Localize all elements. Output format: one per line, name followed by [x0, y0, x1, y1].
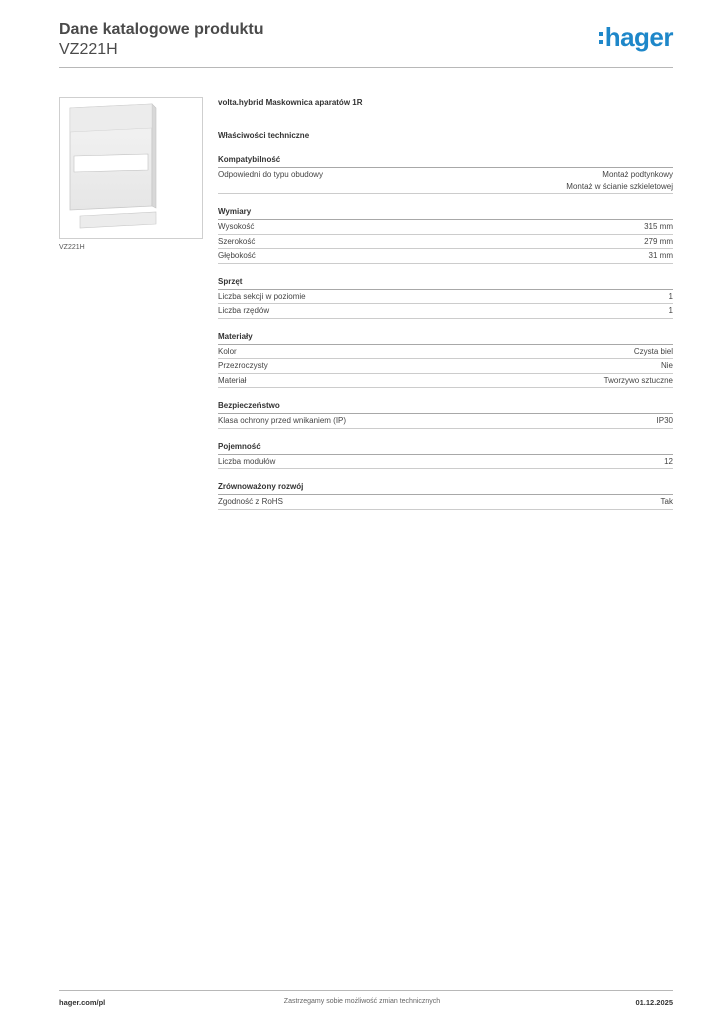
spec-value — [664, 456, 673, 468]
spec-value — [644, 221, 673, 233]
spec-section — [218, 276, 673, 319]
spec-value-line: 1 — [668, 291, 673, 301]
spec-value-line: 279 mm — [644, 236, 673, 246]
page-header — [59, 20, 673, 60]
hager-logo — [599, 24, 673, 50]
spec-value — [661, 360, 673, 372]
spec-value-line: Tak — [660, 497, 673, 506]
spec-sections — [218, 154, 673, 510]
product-details — [218, 97, 673, 510]
spec-label: Liczba rzędów — [218, 306, 270, 315]
spec-label: Odpowiedni do typu obudowy — [218, 170, 323, 179]
spec-value-line: 31 mm — [648, 251, 673, 260]
footer-date: 01.12.2025 — [635, 998, 673, 1007]
footer-disclaimer: Zastrzegamy sobie możliwość zmian technicznych — [283, 998, 441, 1005]
section-title: Zrównoważony rozwój — [218, 481, 673, 495]
product-name: volta.hybrid Maskownica aparatów 1R — [218, 98, 363, 107]
spec-label: Głębokość — [218, 251, 256, 260]
spec-value-line: 1 — [668, 306, 673, 315]
spec-value-line: Montaż podtynkowy — [602, 170, 673, 179]
section-title: Pojemność — [218, 441, 673, 455]
footer-website-link[interactable]: hager.com/pl — [59, 998, 106, 1007]
spec-label: Kolor — [218, 346, 237, 356]
spec-section — [218, 206, 673, 264]
image-caption: VZ221H — [59, 244, 85, 251]
spec-value — [657, 415, 673, 427]
spec-value — [669, 291, 673, 303]
section-title: Kompatybilność — [218, 154, 673, 168]
properties-heading: Właściwości techniczne — [218, 131, 310, 140]
spec-label: Przezroczysty — [218, 361, 268, 370]
spec-row — [218, 304, 673, 319]
spec-value-line: Czysta biel — [633, 346, 673, 356]
spec-row — [218, 345, 673, 360]
spec-row — [218, 220, 673, 235]
spec-row — [218, 414, 673, 429]
product-code: VZ221H — [59, 41, 118, 58]
spec-row — [218, 495, 673, 510]
spec-section — [218, 154, 673, 194]
spec-label: Liczba sekcji w poziomie — [218, 291, 306, 301]
spec-label: Liczba modułów — [218, 456, 276, 466]
section-title: Wymiary — [218, 206, 673, 220]
spec-value — [634, 346, 673, 358]
logo-dots-icon — [599, 32, 603, 44]
spec-label: Wysokość — [218, 222, 255, 231]
spec-section — [218, 331, 673, 389]
spec-row — [218, 455, 673, 470]
spec-row — [218, 168, 673, 194]
spec-section — [218, 441, 673, 470]
spec-value — [566, 169, 673, 192]
header-divider — [59, 67, 673, 68]
spec-value — [649, 250, 673, 262]
spec-row — [218, 249, 673, 264]
spec-row — [218, 359, 673, 374]
spec-value — [644, 236, 673, 248]
spec-value-line: Montaż w ścianie szkieletowej — [566, 181, 673, 191]
spec-label: Materiał — [218, 375, 247, 385]
spec-row — [218, 374, 673, 389]
section-title: Sprzęt — [218, 276, 673, 290]
footer-divider — [59, 990, 673, 991]
section-title: Bezpieczeństwo — [218, 400, 673, 414]
spec-value-line: IP30 — [656, 416, 673, 425]
spec-section — [218, 481, 673, 510]
spec-value — [669, 305, 673, 317]
spec-value-line: 315 mm — [644, 222, 673, 231]
spec-value — [661, 496, 673, 508]
section-title: Materiały — [218, 331, 673, 345]
spec-value-line: Nie — [660, 361, 673, 370]
cover-plate-illustration — [60, 98, 202, 238]
spec-label: Zgodność z RoHS — [218, 497, 283, 506]
spec-value — [604, 375, 673, 387]
spec-row — [218, 235, 673, 250]
spec-value-line: Tworzywo sztuczne — [603, 375, 673, 385]
product-image — [59, 97, 203, 239]
spec-section — [218, 400, 673, 429]
spec-value-line: 12 — [664, 456, 673, 466]
spec-label: Szerokość — [218, 236, 256, 246]
spec-row — [218, 290, 673, 305]
spec-label: Klasa ochrony przed wnikaniem (IP) — [218, 416, 347, 425]
document-title: Dane katalogowe produktu — [59, 21, 264, 38]
logo-text: hager — [604, 22, 673, 52]
